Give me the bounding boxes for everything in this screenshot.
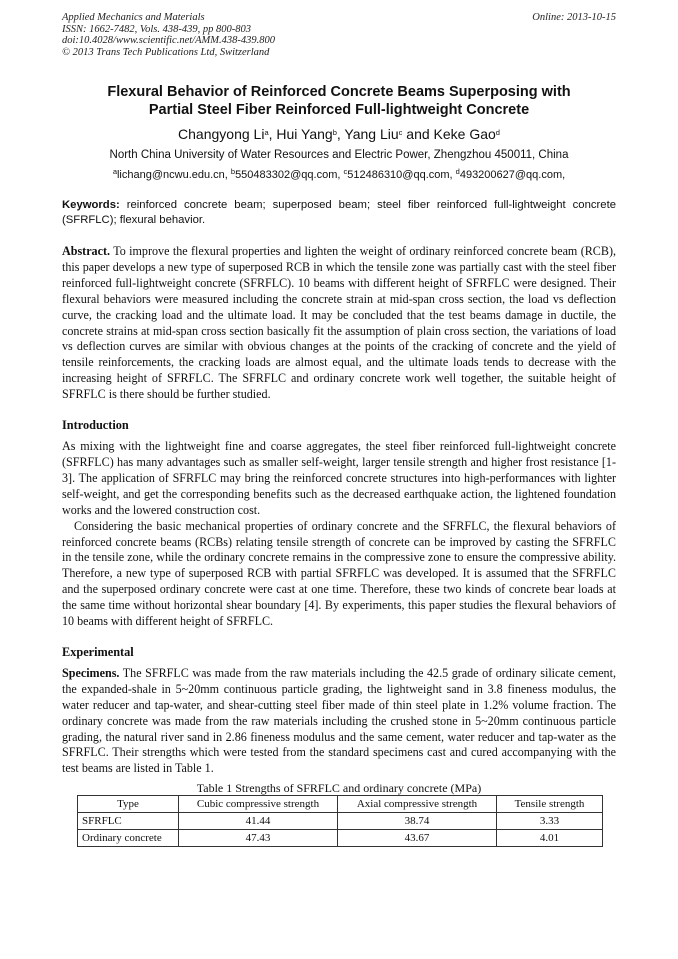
- author-name: Keke Gao: [433, 126, 496, 142]
- strength-table: [77, 795, 603, 847]
- table-row: [78, 830, 603, 847]
- issn: ISSN: 1662-7482, Vols. 438-439, pp 800-803: [62, 23, 251, 35]
- table-cell: 38.74: [338, 813, 497, 830]
- author-sep: ,: [268, 126, 277, 142]
- author-name: Changyong Li: [178, 126, 265, 142]
- specimens-label: Specimens.: [62, 665, 120, 680]
- table-caption: Table 1 Strengths of SFRFLC and ordinary concrete (MPa): [196, 781, 482, 796]
- title-line-2: Partial Steel Fiber Reinforced Full-lightweight Concrete: [148, 102, 530, 118]
- table-header-cell: Tensile strength: [497, 796, 603, 813]
- email-address: lichang@ncwu.edu.cn,: [116, 169, 231, 181]
- email-sup: b: [230, 167, 236, 176]
- journal-header: [62, 12, 616, 58]
- email-sup: a: [112, 167, 117, 176]
- table-cell: SFRFLC: [78, 813, 179, 830]
- paper-page: [62, 12, 616, 847]
- email-list: [62, 168, 616, 182]
- table-cell: Ordinary concrete: [78, 830, 179, 847]
- keywords-label: Keywords:: [62, 199, 120, 211]
- affiliation: North China University of Water Resources and Electric Power, Zhengzhou 450011, China: [109, 149, 569, 161]
- table-cell: 41.44: [179, 813, 338, 830]
- table-header-row: [78, 796, 603, 813]
- email-sup: d: [455, 167, 460, 176]
- section-heading-introduction: Introduction: [62, 418, 129, 433]
- author-sup: c: [398, 128, 403, 137]
- intro-paragraph-2: Considering the basic mechanical properties of ordinary concrete and the SFRFLC, the flexural behaviors of reinforced concrete beams (RCBs) relating tensile strength of concrete can be improved by casting the SFRFLC in the tensile zone, while the ordinary concrete remains in the compressive zone to ensure the compressive ability. Therefore, a new type of superposed RCB with partial SFRFLC was developed. It is assumed that the SFRFLC and the superposed ordinary concrete were cast at one time. Therefore, these two kinds of concrete bear loads at the same time without horizontal shear boundary [4]. By experiments, this paper studies the flexural behaviors of 10 beams with different height of SFRFLC.: [62, 518, 616, 629]
- table-cell: 3.33: [497, 813, 603, 830]
- intro-paragraph-1: As mixing with the lightweight fine and coarse aggregates, the steel fiber reinforced full-lightweight concrete (SFRFLC) has many advantages such as smaller self-weight, larger tensile strength and higher frost resistance [1-3]. The application of SFRFLC may bring the reinforced concrete structures into high-performances with lighter self-weight, and get the corresponding benefits such as the decreased earthquake action, the lightened foundation works and the lowered construction cost.: [62, 439, 616, 517]
- email-sup: c: [343, 167, 348, 176]
- table-row: [78, 813, 603, 830]
- specimens-paragraph: [62, 666, 616, 777]
- keywords-text: reinforced concrete beam; superposed beam; steel fiber reinforced full-lightweight concrete (SFRFLC); flexural behavior.: [62, 199, 616, 226]
- email-address: 512486310@qq.com,: [347, 169, 456, 181]
- author-sup: a: [264, 128, 269, 137]
- author-sep: ,: [336, 126, 345, 142]
- paper-title: [62, 83, 616, 119]
- table-header-cell: Type: [78, 796, 179, 813]
- title-line-1: Flexural Behavior of Reinforced Concrete Beams Superposing with: [107, 84, 571, 100]
- copyright: © 2013 Trans Tech Publications Ltd, Switzerland: [62, 46, 270, 58]
- table-header-cell: Axial compressive strength: [338, 796, 497, 813]
- abstract-text: To improve the flexural properties and lighten the weight of ordinary reinforced concrete beam (RCB), this paper develops a new type of superposed RCB in which the tensile zone was partially cast with the steel fiber reinforced full-lightweight concrete (SFRFLC). 10 beams with different height of SFRFLC were designed. Their flexural behaviors were measured including the concrete strain at mid-span cross section, the load vs deflection curve, the cracking load and the ultimate load. It may be concluded that the test beams damage in ductile, the concrete strains at mid-span cross section basically fit the assumption of plain cross section, the variations of load vs deflection curves are similar with obvious changes at the points of the cracking of concrete and the yield of tensile reinforcements, the cracking loads are almost equal, and the ultimate loads tends to decrease with the increasing height of SFRFLC. The SFRFLC and ordinary concrete work well together, the suitable height of SFRFLC is there should be further studied.: [62, 244, 616, 402]
- author-sep: and: [402, 126, 434, 142]
- author-list: [62, 125, 616, 143]
- abstract: [62, 244, 616, 403]
- table-cell: 4.01: [497, 830, 603, 847]
- table-header-cell: Cubic compressive strength: [179, 796, 338, 813]
- online-date: Online: 2013-10-15: [532, 12, 616, 23]
- specimens-text: The SFRFLC was made from the raw materials including the 42.5 grade of ordinary silicate cement, the expanded-shale in 5~20mm continuous particle grading, the lightweight sand in 3.8 fineness modulus, the water reducer and tap-water, and shear-cutting steel fiber made of thin steel plate in 1.2% volume fraction. The ordinary concrete was made from the raw materials including the crushed stone in 5~20mm continuous particle grading, the natural river sand in 2.86 fineness modulus and the same cement, water reducer and tap-water as the SFRFLC. Their strengths which were tested from the standard specimens cast and cured accompanying with the test beams are listed in Table 1.: [62, 665, 616, 776]
- journal-name: Applied Mechanics and Materials: [62, 12, 205, 23]
- section-heading-experimental: Experimental: [62, 644, 134, 659]
- table-cell: 47.43: [179, 830, 338, 847]
- doi: doi:10.4028/www.scientific.net/AMM.438-439.800: [62, 35, 275, 46]
- author-name: Yang Liu: [344, 126, 399, 142]
- email-address: 550483302@qq.com,: [235, 169, 344, 181]
- abstract-label: Abstract.: [62, 244, 111, 258]
- author-sup: d: [495, 128, 500, 137]
- author-sup: b: [332, 128, 337, 137]
- email-address: 493200627@qq.com,: [459, 169, 566, 181]
- keywords: [62, 198, 616, 228]
- table-cell: 43.67: [338, 830, 497, 847]
- author-name: Hui Yang: [276, 126, 333, 142]
